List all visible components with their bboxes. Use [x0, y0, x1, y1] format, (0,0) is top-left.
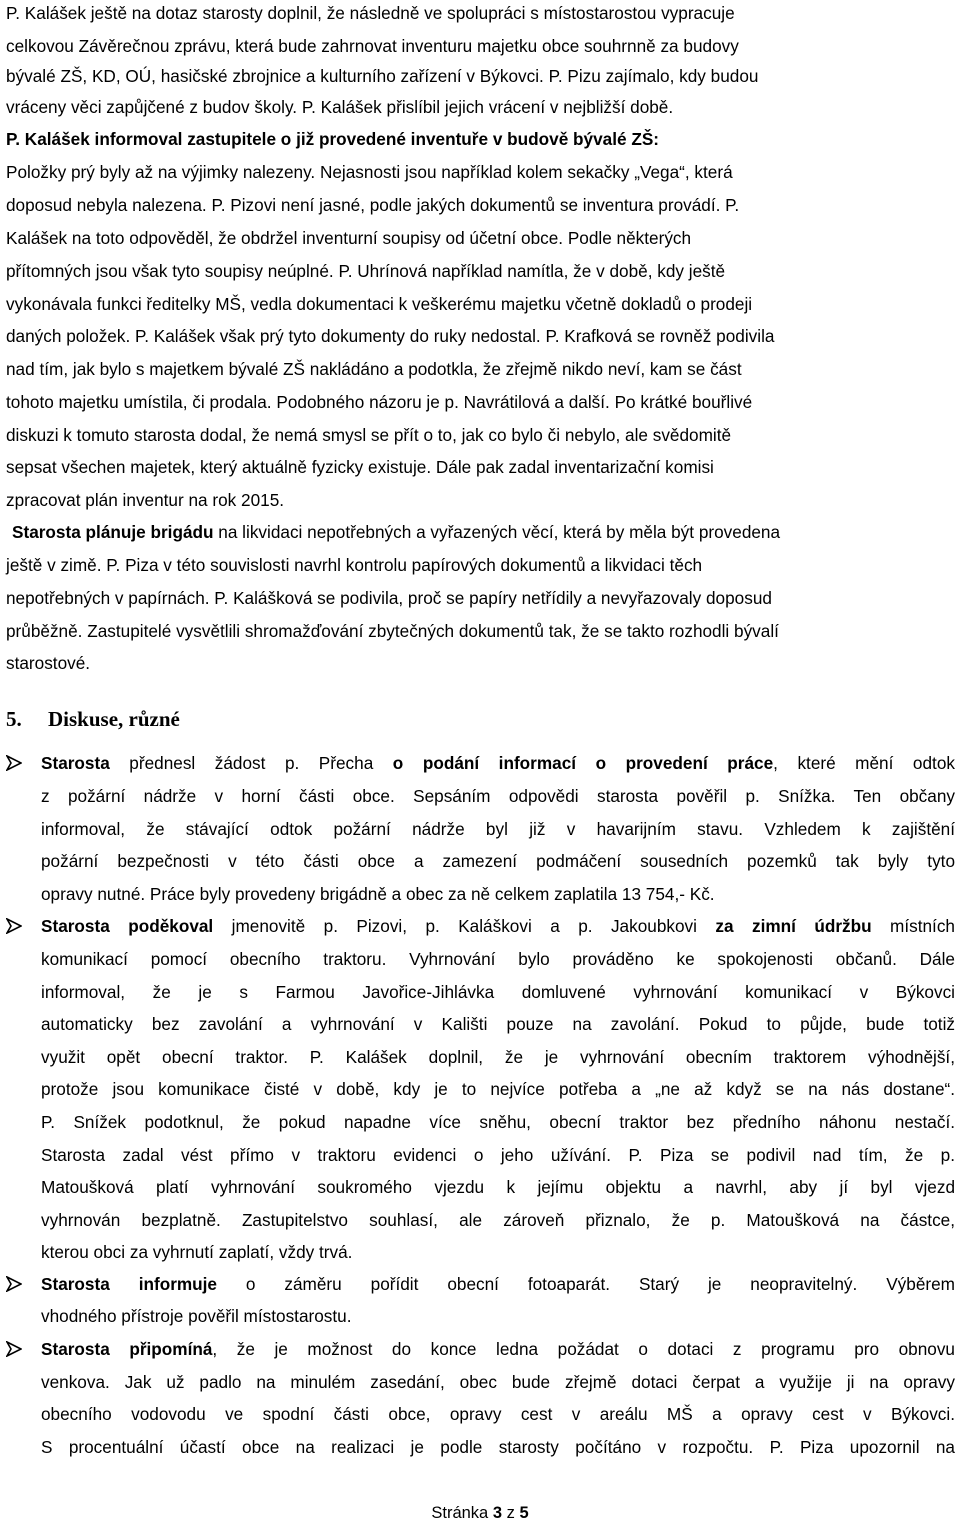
- bold-text: Starosta připomíná: [41, 1339, 213, 1359]
- brigade-paragraph-line: [12, 521, 780, 543]
- section-heading: [6, 707, 180, 732]
- bullet-arrow-icon: [6, 755, 22, 771]
- bullet-2-line: automaticky bez zavolání a vyhrnování v Kališti pouze na zavolání. Pokud to půjde, bude totiž: [41, 1014, 955, 1034]
- total-pages-number: 5: [519, 1504, 529, 1522]
- text: jmenovitě p. Pizovi, p. Kaláškovi a p. Jakoubkovi: [213, 916, 716, 936]
- paragraph-2-line: daných položek. P. Kalášek však prý tyto dokumenty do ruky nedostal. P. Krafková se rovněž podivila: [6, 326, 775, 346]
- paragraph-2-line: Položky prý byly až na výjimky nalezeny. Nejasnosti jsou například kolem sekačky „Vega“, která: [6, 162, 733, 182]
- page-footer: [0, 1502, 960, 1524]
- text: přednesl žádost p. Přecha: [109, 753, 393, 773]
- paragraph-2-line: doposud nebyla nalezena. P. Pizovi není jasné, podle jakých dokumentů se inventura provádí. P.: [6, 195, 740, 215]
- bullet-2-line: protože jsou komunikace čisté v době, kdy je to nejvíce potřeba a „ne až když se na nás dostane“.: [41, 1079, 955, 1099]
- bullet-2-line: Starosta zadal vést přímo v traktoru evidenci o jeho užívání. P. Piza se podivil nad tím, že p.: [41, 1145, 955, 1165]
- text: místních: [871, 916, 955, 936]
- paragraph-3-line: starostové.: [6, 653, 91, 673]
- paragraph-2-line: vykonávala funkci ředitelky MŠ, vedla dokumentaci k veškerému majetku včetně dokladů o prodeji: [6, 294, 753, 314]
- bullet-2-line: P. Snížek podotknul, že pokud napadne více sněhu, obecní traktor bez předního náhonu nestačí.: [41, 1112, 955, 1132]
- bullet-2-line: [41, 915, 955, 937]
- bullet-arrow-icon: [6, 1341, 22, 1357]
- paragraph-1-line: vráceny věci zapůjčené z budov školy. P. Kalášek přislíbil jejich vrácení v nejbližší době.: [6, 97, 674, 117]
- bullet-4-line: [41, 1338, 955, 1360]
- text: , které mění odtok: [773, 753, 955, 773]
- bullet-1-line: požární bezpečnosti v této části obce a zamezení podmáčení sousedních pozemků tak byly tyto: [41, 851, 955, 871]
- bold-text: Starosta poděkoval: [41, 916, 214, 936]
- paragraph-2-line: diskuzi k tomuto starosta dodal, že nemá smysl se přít o to, jak co bylo či nebylo, ale svědomitě: [6, 425, 732, 445]
- brigade-text: na likvidaci nepotřebných a vyřazených věcí, která by měla být provedena: [213, 522, 781, 542]
- bullet-2-line: Matoušková platí vyhrnování soukromého vjezdu k jejímu objektu a navrhl, aby jí byl vjezd: [41, 1177, 955, 1197]
- paragraph-3-line: průběžně. Zastupitelé vysvětlili shromažďování zbytečných dokumentů tak, že se takto rozhodli bývalí: [6, 621, 779, 641]
- paragraph-1-line: P. Kalášek ještě na dotaz starosty doplnil, že následně ve spolupráci s místostarostou vypracuje: [6, 3, 735, 23]
- paragraph-3-line: ještě v zimě. P. Piza v této souvislosti navrhl kontrolu papírových dokumentů a likvidaci těch: [6, 555, 703, 575]
- text: o záměru pořídit obecní fotoaparát. Starý je neopravitelný. Výběrem: [217, 1274, 955, 1294]
- bullet-1-line: informoval, že stávající odtok požární nádrže byl již v havarijním stavu. Vzhledem k zajištění: [41, 819, 955, 839]
- bullet-arrow-icon: [6, 1276, 22, 1292]
- bullet-1-line: opravy nutné. Práce byly provedeny brigádně a obec za ně celkem zaplatila 13 754,- Kč.: [41, 884, 715, 904]
- footer-text: Stránka: [431, 1504, 493, 1522]
- bullet-2-line: vyhrnován bezplatně. Zastupitelstvo souhlasí, ale zároveň přiznalo, že p. Matoušková na částce,: [41, 1210, 955, 1230]
- bullet-1-line: z požární nádrže v horní části obce. Sepsáním odpovědi starosta pověřil p. Snížka. Ten občany: [41, 786, 955, 806]
- bullet-1-line: [41, 752, 955, 774]
- footer-text: z: [502, 1504, 520, 1522]
- brigade-bold-text: Starosta plánuje brigádu: [12, 522, 214, 542]
- paragraph-2-line: tohoto majetku umístila, či prodala. Podobného názoru je p. Navrátilová a další. Po krátké bouřlivé: [6, 392, 753, 412]
- bullet-4-line: venkova. Jak už padlo na minulém zasedání, obec bude zřejmě dotaci čerpat a využije ji na opravy: [41, 1372, 955, 1392]
- bullet-arrow-icon: [6, 918, 22, 934]
- bold-text: za zimní údržbu: [715, 916, 872, 936]
- bullet-2-line: komunikací pomocí obecního traktoru. Vyhrnování bylo prováděno ke spokojenosti občanů. Dále: [41, 949, 955, 969]
- bold-text: Starosta: [41, 753, 110, 773]
- inventory-report-heading: P. Kalášek informoval zastupitele o již provedené inventuře v budově bývalé ZŠ:: [6, 129, 660, 149]
- bullet-2-line: využit opět obecní traktor. P. Kalášek doplnil, že je vyhrnování obecním traktorem výhodnější,: [41, 1047, 955, 1067]
- bullet-2-line: informoval, že je s Farmou Javořice-Jihlávka domluvené vyhrnování komunikací v Býkovci: [41, 982, 955, 1002]
- paragraph-3-line: nepotřebných v papírnách. P. Kalášková se podivila, proč se papíry netřídily a nevyřazovaly doposud: [6, 588, 772, 608]
- bullet-4-line: obecního vodovodu ve spodní části obce, opravy cest v areálu MŠ a opravy cest v Býkovci.: [41, 1404, 955, 1424]
- paragraph-2-line: Kalášek na toto odpověděl, že obdržel inventurní soupisy od účetní obce. Podle některých: [6, 228, 692, 248]
- paragraph-1-line: celkovou Závěrečnou zprávu, která bude zahrnovat inventuru majetku obce souhrnně za budovy: [6, 36, 739, 56]
- bold-text: o podání informací o provedení práce: [392, 753, 774, 773]
- section-number: 5.: [6, 707, 22, 731]
- paragraph-2-line: nad tím, jak bylo s majetkem bývalé ZŠ nakládáno a podotkla, že zřejmě nikdo neví, kam se část: [6, 359, 742, 379]
- bold-text: Starosta informuje: [41, 1274, 217, 1294]
- section-title: Diskuse, různé: [48, 707, 180, 731]
- bullet-2-line: kterou obci za vyhrnutí zaplatí, vždy trvá.: [41, 1242, 353, 1262]
- paragraph-1-line: bývalé ZŠ, KD, OÚ, hasičské zbrojnice a kulturního zařízení v Býkovci. P. Pizu zajímalo, kdy budou: [6, 66, 759, 86]
- paragraph-2-line: sepsat všechen majetek, který aktuálně fyzicky existuje. Dále pak zadal inventarizační komisi: [6, 457, 714, 477]
- current-page-number: 3: [492, 1504, 503, 1522]
- bullet-3-line: [41, 1273, 955, 1295]
- paragraph-2-line: přítomných jsou však tyto soupisy neúplné. P. Uhrínová například namítla, že v době, kdy ještě: [6, 261, 726, 281]
- bullet-4-line: S procentuální účastí obce na realizaci je podle starosty počítáno v rozpočtu. P. Piza upozornil na: [41, 1437, 955, 1457]
- paragraph-2-line: zpracovat plán inventur na rok 2015.: [6, 490, 285, 510]
- bullet-3-line: vhodného přístroje pověřil místostarostu.: [41, 1306, 352, 1326]
- text: , že je možnost do konce ledna požádat o dotaci z programu pro obnovu: [212, 1339, 955, 1359]
